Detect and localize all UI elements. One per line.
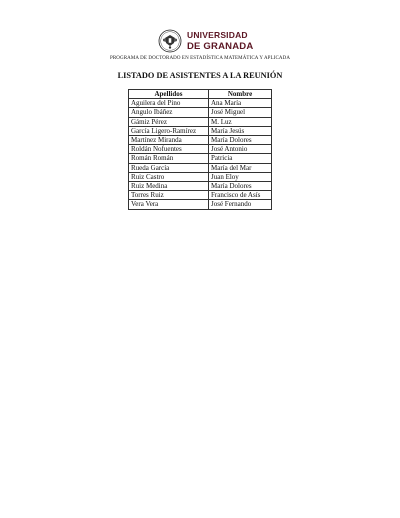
university-name-line2: DE GRANADA [187, 40, 254, 52]
table-row [129, 136, 272, 145]
university-name [187, 30, 253, 52]
table-row [129, 191, 272, 200]
attendees-table [128, 89, 272, 210]
cell-apellidos: Rueda García [129, 163, 209, 172]
university-logo [158, 27, 254, 54]
cell-nombre: María Jesús [209, 126, 272, 135]
cell-nombre: Ana María [209, 99, 272, 108]
cell-nombre: Juan Eloy [209, 172, 272, 181]
table-row [129, 126, 272, 135]
cell-apellidos: Roldán Nofuentes [129, 145, 209, 154]
cell-apellidos: Angulo Ibáñez [129, 108, 209, 117]
cell-apellidos: Gámiz Pérez [129, 117, 209, 126]
cell-nombre: José Antonio [209, 145, 272, 154]
table-row [129, 145, 272, 154]
table-header-row [129, 90, 272, 99]
table-row [129, 154, 272, 163]
cell-nombre: María Dolores [209, 136, 272, 145]
column-header-apellidos: Apellidos [129, 90, 209, 99]
cell-apellidos: Vera Vera [129, 200, 209, 209]
table-row [129, 163, 272, 172]
page-title: LISTADO DE ASISTENTES A LA REUNIÓN [117, 71, 283, 80]
cell-apellidos: Ruiz Castro [129, 172, 209, 181]
cell-nombre: María Dolores [209, 182, 272, 191]
cell-nombre: José Fernando [209, 200, 272, 209]
table-row [129, 117, 272, 126]
program-name: PROGRAMA DE DOCTORADO EN ESTADÍSTICA MATEMÁTICA Y APLICADA [109, 56, 291, 61]
column-header-nombre: Nombre [209, 90, 272, 99]
cell-apellidos: García Ligero-Ramírez [129, 126, 209, 135]
cell-apellidos: Román Román [129, 154, 209, 163]
table-row [129, 99, 272, 108]
university-seal-icon [158, 29, 182, 53]
university-name-line1: UNIVERSIDAD [187, 29, 248, 40]
cell-nombre: Francisco de Asís [209, 191, 272, 200]
cell-apellidos: Aguilera del Pino [129, 99, 209, 108]
cell-apellidos: Ruiz Medina [129, 182, 209, 191]
cell-apellidos: Torres Ruiz [129, 191, 209, 200]
table-row [129, 108, 272, 117]
cell-nombre: Patricia [209, 154, 272, 163]
table-row [129, 172, 272, 181]
cell-nombre: M. Luz [209, 117, 272, 126]
cell-apellidos: Martínez Miranda [129, 136, 209, 145]
cell-nombre: José Miguel [209, 108, 272, 117]
cell-nombre: María del Mar [209, 163, 272, 172]
table-row [129, 200, 272, 209]
table-row [129, 182, 272, 191]
